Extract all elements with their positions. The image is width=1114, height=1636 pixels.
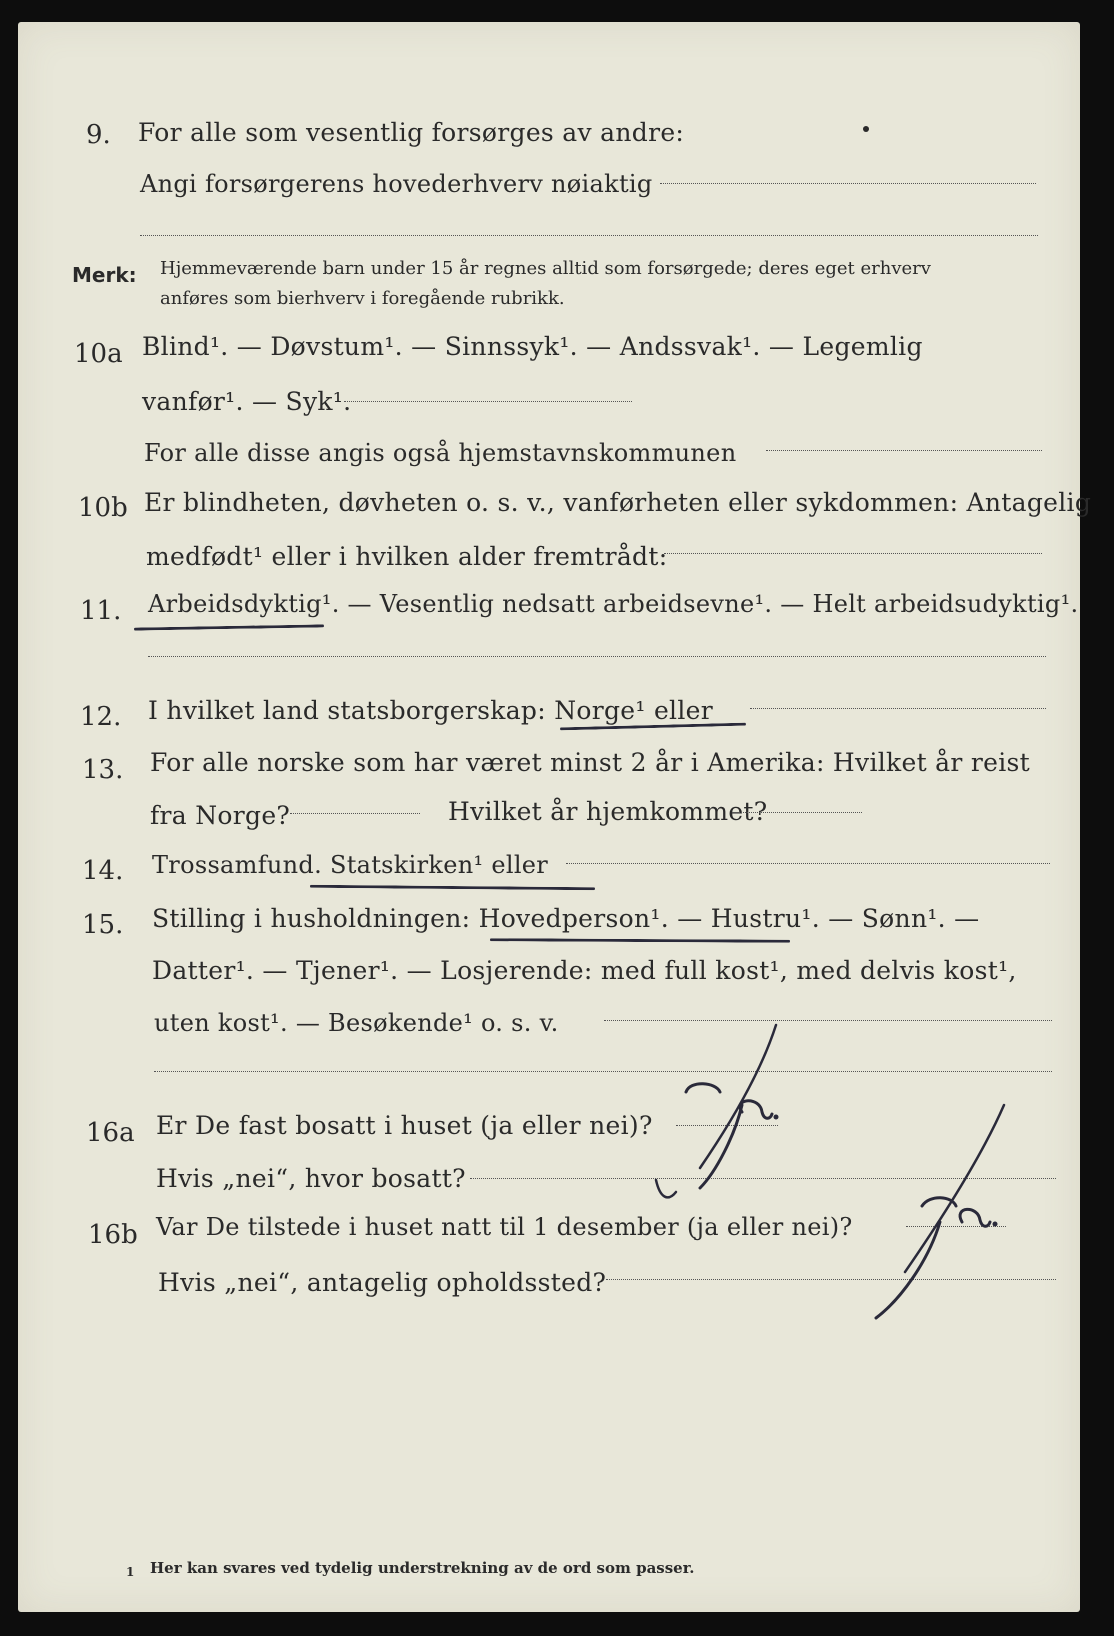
ink-dot: [863, 126, 869, 132]
q16b-number: 16b: [88, 1220, 138, 1250]
q14-number: 14.: [82, 856, 124, 886]
q16b-answer-a: [960, 1209, 990, 1226]
q16a-sub-question: Hvis „nei“, hvor bosatt?: [156, 1164, 466, 1193]
q16a-answer-ja-top: [686, 1084, 720, 1092]
q16a-question: Er De fast bosatt i huset (ja eller nei)?: [156, 1111, 653, 1140]
q15-question: Stilling i husholdningen: Hovedperson¹. — Hustru¹. — Sønn¹. —: [152, 904, 980, 933]
q10a-number: 10a: [74, 339, 123, 369]
q9-number: 9.: [86, 120, 111, 150]
merk-note-line1: Hjemmeværende barn under 15 år regnes alltid som forsørgede; deres eget erhverv: [160, 258, 931, 279]
q15-question-cont2: uten kost¹. — Besøkende¹ o. s. v.: [154, 1009, 559, 1037]
q16b-sub-question: Hvis „nei“, antagelig opholdssted?: [158, 1268, 607, 1297]
q16b-question: Var De tilstede i huset natt til 1 desember (ja eller nei)?: [156, 1213, 853, 1241]
q10b-question-cont: medfødt¹ eller i hvilken alder fremtrådt:: [146, 542, 668, 571]
q13-question: For alle norske som har været minst 2 år i Amerika: Hvilket år reist: [150, 748, 1031, 777]
q13-number: 13.: [82, 755, 124, 785]
q13-hjemkommet-label: Hvilket år hjemkommet?: [448, 797, 768, 826]
merk-label: Merk:: [72, 263, 137, 287]
q16b-slash-stroke: [905, 1105, 1004, 1272]
q16a-answer-a: [740, 1101, 772, 1119]
q10a-sub-question: For alle disse angis også hjemstavnskommunen: [144, 439, 737, 467]
merk-note-line2: anføres som bierhverv i foregående rubrikk.: [160, 288, 565, 309]
q11-question: Arbeidsdyktig¹. — Vesentlig nedsatt arbeidsevne¹. — Helt arbeidsudyktig¹.: [148, 590, 1079, 618]
q12-number: 12.: [80, 702, 122, 732]
q10b-question: Er blindheten, døvheten o. s. v., vanførheten eller sykdommen: Antagelig: [144, 488, 1092, 517]
footnote-mark: 1: [126, 1565, 135, 1579]
q16a-answer-ja: [700, 1105, 742, 1188]
q16a-slash-stroke: [700, 1025, 776, 1168]
q16a-hook-stroke: [656, 1180, 676, 1197]
q15-question-cont: Datter¹. — Tjener¹. — Losjerende: med full kost¹, med delvis kost¹,: [152, 956, 1017, 985]
q10a-question-cont: vanfør¹. — Syk¹.: [142, 387, 352, 416]
q11-number: 11.: [80, 596, 122, 626]
q13-reist-label: fra Norge?: [150, 801, 291, 830]
q16a-number: 16a: [86, 1118, 135, 1148]
q9-question: For alle som vesentlig forsørges av andre:: [138, 118, 685, 147]
q16a-answer-period: [774, 1115, 779, 1120]
q9-sub-question: Angi forsørgerens hovederhverv nøiaktig: [140, 170, 653, 198]
footnote-text: Her kan svares ved tydelig understrekning av de ord som passer.: [150, 1559, 695, 1577]
q15-number: 15.: [82, 910, 124, 940]
q12-question: I hvilket land statsborgerskap: Norge¹ eller: [148, 696, 713, 725]
q10b-number: 10b: [78, 493, 128, 523]
q10a-question: Blind¹. — Døvstum¹. — Sinnssyk¹. — Andssvak¹. — Legemlig: [142, 332, 923, 361]
q14-question: Trossamfund. Statskirken¹ eller: [152, 851, 549, 879]
q16b-answer-period: [993, 1222, 998, 1227]
